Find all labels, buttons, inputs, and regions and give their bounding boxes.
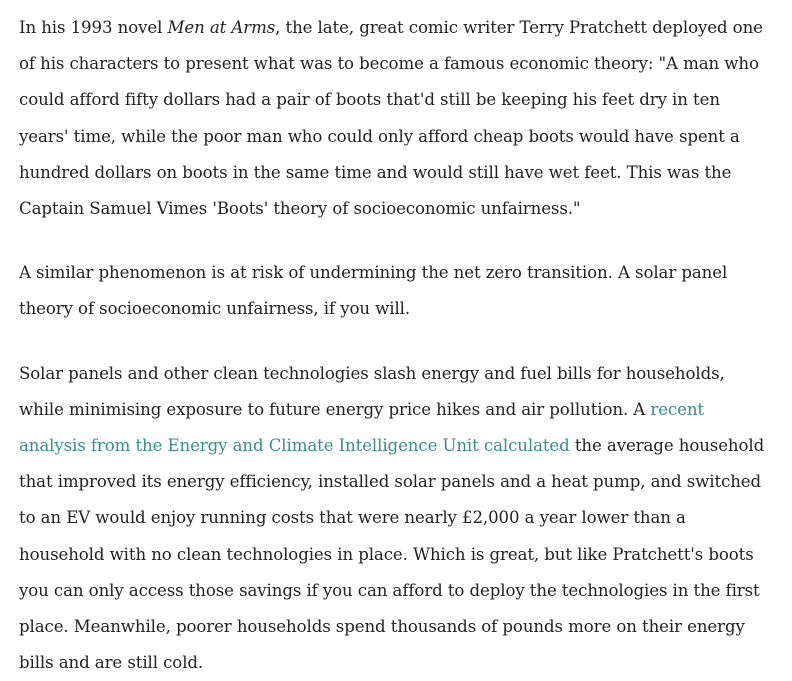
paragraph-1-body: , the late, great comic writer Terry Pratchett deployed one of his characters to present what was to become a famous economic theory: "A man who could afford fifty dollars had a pair of boots that'd still be keeping his feet dry in ten years' time, while the poor man who could only afford cheap boots would have spent a hundred dollars on boots in the same time and would still have wet feet. This was the Captain Samuel Vimes 'Boots' theory of socioeconomic unfairness." xyxy=(19,18,763,219)
eciu-analysis-link[interactable]: recent analysis from the Energy and Climate Intelligence Unit calculated xyxy=(19,399,704,456)
paragraph-2-text: A similar phenomenon is at risk of undermining the net zero transition. A solar panel theory of socioeconomic unfairness, if you will. xyxy=(19,263,728,319)
paragraph-pratchett-boots xyxy=(19,10,772,227)
paragraph-3-intro: Solar panels and other clean technologies slash energy and fuel bills for households, while minimising exposure to future energy price hikes and air pollution. A xyxy=(19,363,725,419)
paragraph-clean-technologies xyxy=(19,356,772,681)
book-title: Men at Arms xyxy=(167,18,276,37)
paragraph-solar-panel-theory xyxy=(19,255,772,327)
paragraph-1-intro: In his 1993 novel xyxy=(19,18,168,37)
paragraph-3-body: the average household that improved its energy efficiency, installed solar panels and a heat pump, and switched to an EV would enjoy running costs that were nearly £2,000 a year lower than a household with no clean technologies in place. Which is great, but like Pratchett's boots you can only access those savings if you can afford to deploy the technologies in the first place. Meanwhile, poorer households spend thousands of pounds more on their energy bills and are still cold. xyxy=(19,436,765,673)
